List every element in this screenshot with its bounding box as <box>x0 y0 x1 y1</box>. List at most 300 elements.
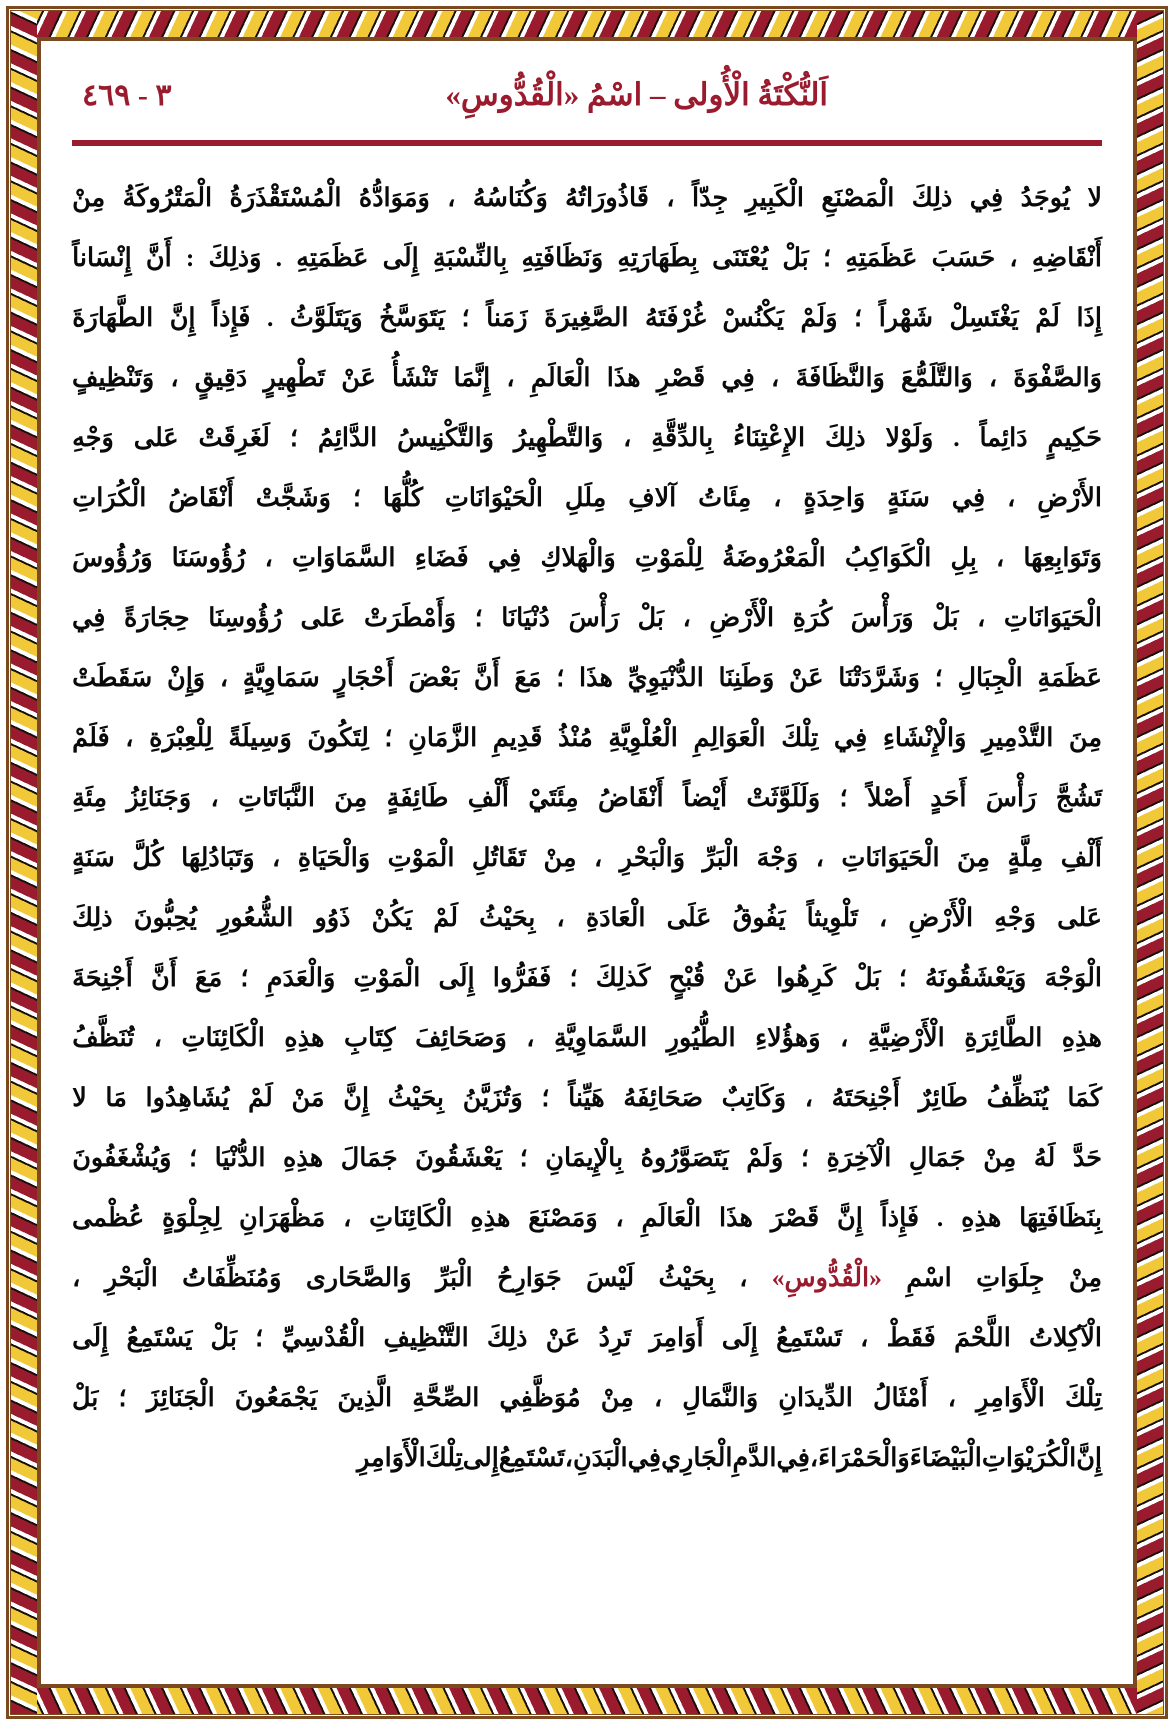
body-word: يَعْشَقُونَ <box>415 1143 503 1172</box>
body-word: عَظَمَتِهِ <box>845 243 918 272</box>
body-word: وَنَظَافَتِهِ <box>521 243 604 272</box>
body-word: أَحْجَارٍ <box>334 663 394 692</box>
body-word: ، <box>988 363 998 392</box>
body-word: الصِّحَّةِ <box>412 1383 480 1412</box>
body-word: بِحَيْثُ <box>658 1263 715 1292</box>
body-word: هذِهِ <box>1061 1023 1102 1052</box>
body-word: قُبْحٍ <box>668 963 706 992</box>
body-word: فِي <box>833 723 868 752</box>
body-word: وَالتَّكْنِيسُ <box>397 423 495 452</box>
body-word: وَالتَّطْهِيرُ <box>513 423 604 452</box>
body-word: وَمَوَادُّهُ <box>358 183 430 212</box>
body-word: وَتَنْظِيفٍ <box>72 363 155 392</box>
body-word: إِنَّ <box>169 303 196 332</box>
body-word: مِنَ <box>1068 723 1102 752</box>
body-word: الْكَائِنَاتِ <box>369 1203 453 1232</box>
ornament-braid-top <box>11 11 1163 37</box>
body-word: الْآكِلاتُ <box>1029 1323 1102 1352</box>
body-word: مِلَّةٍ <box>1007 843 1044 872</box>
body-word: ؛ <box>934 663 943 692</box>
body-word: ، <box>593 843 603 872</box>
body-word: ؛ <box>255 1323 264 1352</box>
body-word: لِلْعِبْرَةِ <box>149 723 213 752</box>
body-word: كُلُّهَا <box>382 483 423 512</box>
body-word: كَمَا <box>1067 1083 1102 1112</box>
body-word: مِئَةِ <box>72 783 108 812</box>
body-word: إِنْسَاناً <box>72 243 132 272</box>
body-word: ذَوُو <box>314 903 351 932</box>
body-word: زَمَناً <box>486 303 528 332</box>
body-word: وَرَأْسَ <box>850 603 914 632</box>
body-line <box>72 348 1102 408</box>
body-word: هذَا <box>606 363 641 392</box>
body-word: وَتُزَيَّنُ <box>462 1083 523 1112</box>
body-word: الْأَرْضِ <box>908 903 974 932</box>
body-word: أَحَدٍ <box>930 783 967 812</box>
body-word: وَيُشْغَفُونَ <box>72 1143 172 1172</box>
body-word: تَقَاتُلِ <box>471 843 527 872</box>
body-line <box>72 1248 1102 1308</box>
body-word: الْبَيْضَاءَ <box>909 1443 982 1472</box>
body-word: قَدِيمِ <box>492 723 543 752</box>
body-word: ، <box>1007 483 1016 512</box>
body-word: مَا <box>105 1083 127 1112</box>
body-word: الْعَوَالِمِ <box>693 723 766 752</box>
body-word: إِنَّ <box>1076 1443 1102 1472</box>
body-word: وَلَمْ <box>800 303 838 332</box>
body-word: هذِهِ <box>470 1203 511 1232</box>
body-word: يَسْتَمِعُ <box>126 1323 193 1352</box>
body-word: ، <box>815 843 824 872</box>
body-word: آلافِ <box>628 483 677 512</box>
page-title: اَلنُّكْتَةُ الْأُولى – اسْمُ «الْقُدُّوسِ» <box>445 77 829 112</box>
page-number: ٣ - ٤٦٩ <box>82 79 172 112</box>
body-line <box>72 888 1102 948</box>
body-word: ، <box>879 903 888 932</box>
body-word: ؛ <box>118 1383 127 1412</box>
body-word: ، <box>977 603 986 632</box>
body-word: الْحَيَوَانَاتِ <box>1003 603 1102 632</box>
body-word: ؛ <box>474 603 483 632</box>
body-word: لَغَرِقَتْ <box>198 423 270 452</box>
body-word: . <box>953 423 960 452</box>
body-word: أَصْلاً <box>866 783 911 812</box>
body-word: هَيِّناً <box>568 1083 605 1112</box>
body-word: إِنَّ <box>343 1083 370 1112</box>
body-line <box>72 1368 1102 1428</box>
page-header <box>72 68 1102 134</box>
body-word: الْعُلْوِيَّةِ <box>608 723 678 752</box>
body-word: الإِعْتِنَاءُ <box>733 423 806 452</box>
body-word: لا <box>1087 183 1102 212</box>
body-word: بِالنِّسْبَةِ <box>432 243 508 272</box>
body-word: أَلْفِ <box>467 783 509 812</box>
body-word: رُؤُوسِنَا <box>208 603 283 632</box>
body-line <box>72 588 1102 648</box>
body-word: ؛ <box>541 1083 550 1112</box>
body-word: تُنَظَّفُ <box>72 1023 135 1052</box>
body-word: الْحَيْوَانَاتِ <box>444 483 543 512</box>
body-word: وَلَلَوَّثَتْ <box>746 783 821 812</box>
body-word: الدُّنْيَوِيِّ <box>627 663 704 692</box>
body-word: سَنَةٍ <box>887 483 930 512</box>
body-word: وَالصَّحَارى <box>305 1263 412 1292</box>
body-word: ، <box>840 1023 849 1052</box>
body-word: لِلْمَوْتِ <box>634 543 703 572</box>
body-word: إِذَا <box>1076 303 1102 332</box>
body-word: هذِهِ <box>961 1203 1002 1232</box>
body-word: ، <box>623 423 632 452</box>
body-word: ، <box>72 1263 81 1292</box>
body-word: ، <box>564 1443 573 1472</box>
body-word: سَنَةٍ <box>72 843 115 872</box>
body-word: بَلْ <box>210 1323 237 1352</box>
body-word: يَجْمَعُونَ <box>234 1383 318 1412</box>
body-word: ؛ <box>898 963 907 992</box>
body-word: . <box>275 243 283 272</box>
body-word: فِي <box>776 1443 810 1472</box>
body-word: مَعَ <box>514 663 542 692</box>
body-word: وَمُنَظِّفَاتُ <box>182 1263 282 1292</box>
body-word: قَاذُورَاتُهُ <box>565 183 649 212</box>
body-word: وَالْإِنْشَاءِ <box>882 723 967 752</box>
body-word: لَمْ <box>248 1083 273 1112</box>
body-word: بِحَيْثُ <box>479 903 536 932</box>
body-word: ، <box>739 1263 748 1292</box>
body-word: يُنَظِّفُ <box>986 1083 1049 1112</box>
body-word: تَسْتَمِعُ <box>498 1443 565 1472</box>
body-word: وَطَنِنَا <box>718 663 775 692</box>
body-word: تَسْتَمِعُ <box>776 1323 842 1352</box>
body-word: ، <box>264 543 273 572</box>
body-word: وَرُؤُوسَ <box>72 543 153 572</box>
body-word: السَّمَاوِيَّةِ <box>553 1023 648 1052</box>
body-word: بَلْ <box>72 1383 99 1412</box>
body-word: مِنْ <box>72 183 106 212</box>
body-word: أَمْثَالُ <box>872 1383 928 1412</box>
body-line <box>72 828 1102 888</box>
body-word: مِئَاتُ <box>698 483 752 512</box>
body-word: يُعْتَنَى <box>712 243 769 272</box>
body-word: عَلى <box>133 423 179 452</box>
body-word: وَالنَّمَالِ <box>682 1383 759 1412</box>
body-word: وَاحِدَةٍ <box>803 483 866 512</box>
body-word: الْبَرِّ <box>435 1263 473 1292</box>
body-word: لَهُ <box>1033 1143 1056 1172</box>
body-word: مَظْهَرَانِ <box>239 1203 326 1232</box>
body-word: ، <box>526 1023 535 1052</box>
body-line <box>72 228 1102 288</box>
body-word: الْأَوَامِرِ <box>976 1383 1045 1412</box>
body-word: ؛ <box>569 963 578 992</box>
body-word: الدُّنْيَا <box>214 1143 266 1172</box>
body-word: ؛ <box>461 303 470 332</box>
body-word: . <box>936 1203 944 1232</box>
body-word: الْعَالَمِ <box>530 363 591 392</box>
body-word: ؛ <box>822 243 832 272</box>
page-content <box>46 46 1128 1679</box>
body-word: تِلْكَ <box>425 1443 463 1472</box>
body-word: ، <box>666 183 675 212</box>
body-line <box>72 1068 1102 1128</box>
body-word: جَمَالِ <box>908 1143 966 1172</box>
body-word: هذَا <box>579 663 613 692</box>
body-word: إِلى <box>462 1443 499 1472</box>
body-word: حِجَارَةً <box>124 603 190 632</box>
body-word: وَكُنَاسُهُ <box>472 183 548 212</box>
body-word: وَالْحَيَاةِ <box>297 843 371 872</box>
body-word: ، <box>210 783 219 812</box>
body-word: وَجَنَائِزُ <box>126 783 192 812</box>
body-word: بِطَهَارَتِهِ <box>617 243 698 272</box>
body-word: وَمَصْنَعَ <box>528 1203 598 1232</box>
body-word: مَعَ <box>195 963 223 992</box>
body-word: يَكُنْ <box>371 903 413 932</box>
body-word: مُوَظَّفِي <box>499 1383 581 1412</box>
body-word: ؛ <box>854 303 863 332</box>
body-line <box>72 528 1102 588</box>
body-line <box>72 1188 1102 1248</box>
body-word: أَلْفِ <box>1060 843 1102 872</box>
body-word: بِلِ <box>950 543 977 572</box>
body-word: الْكَوَاكِبُ <box>844 543 932 572</box>
body-word: ذلِكَ <box>486 1323 528 1352</box>
body-word: وَجْهِ <box>994 903 1036 932</box>
body-word: ذلِكَ <box>824 423 866 452</box>
body-word: أَنَّ <box>151 963 177 992</box>
body-line <box>72 1128 1102 1188</box>
body-word: ؛ <box>519 1143 528 1172</box>
body-word: فَإِذاً <box>212 303 251 332</box>
body-word: عَلى <box>1057 903 1102 932</box>
body-word: رَأْسَ <box>568 603 620 632</box>
body-word: الْأَرْضِ <box>709 603 775 632</box>
body-word: يَكْنُسْ <box>722 303 784 332</box>
body-word: الأَرْضِ <box>1037 483 1102 512</box>
body-word: الْكَائِنَاتِ <box>181 1023 265 1052</box>
body-word: ، <box>860 1323 869 1352</box>
body-word: فِي <box>721 363 755 392</box>
body-word: إِلَى <box>72 1323 109 1352</box>
body-word: كَذلِكَ <box>595 963 651 992</box>
body-word: ، <box>1009 243 1018 272</box>
body-word: لَيْسَ <box>586 1263 635 1292</box>
body-word: التَّدْمِيرِ <box>981 723 1054 752</box>
body-word: عَلَى <box>666 903 712 932</box>
body-word: فَضَاءِ <box>414 543 469 572</box>
body-word: الْأَوَامِرِ <box>356 1443 426 1472</box>
body-line <box>72 648 1102 708</box>
body-word: ؛ <box>556 663 565 692</box>
body-word: وَالنَّظَافَةَ <box>795 363 885 392</box>
body-word: شَهْراً <box>878 303 933 332</box>
body-word: الْمَوْتِ <box>353 963 421 992</box>
body-word: حَدَّ <box>1072 1143 1102 1172</box>
body-word: وَشَرَّدَتْنَا <box>838 663 920 692</box>
body-word: بَلْ <box>854 963 881 992</box>
body-word: ؛ <box>352 483 361 512</box>
body-word: قَصْرِ <box>656 363 706 392</box>
body-line <box>72 708 1102 768</box>
body-word: الْحَيَوَانَاتِ <box>841 843 940 872</box>
body-word: أَيْضاً <box>682 783 728 812</box>
body-word: حَسَبَ <box>931 243 996 272</box>
body-word: وَجْهَ <box>756 843 799 872</box>
body-word: الشُّعُورِ <box>218 903 294 932</box>
body-word: وَلَوْلا <box>885 423 934 452</box>
body-word: الْكُرَيْوَاتِ <box>981 1443 1077 1472</box>
body-word: جَوَارِحُ <box>496 1263 562 1292</box>
body-word: ، <box>556 903 565 932</box>
body-word: إِلَى <box>721 1323 758 1352</box>
body-word: الْكَبِيرِ <box>745 183 805 212</box>
ornament-braid-bottom <box>11 1688 1163 1714</box>
header-divider-rule <box>72 140 1102 146</box>
body-word: وَيَتَلَوَّثُ <box>289 303 363 332</box>
highlighted-divine-name: «الْقُدُّوسِ» <box>771 1263 882 1292</box>
body-word: الدِّيدَانِ <box>778 1383 853 1412</box>
body-word: إِلَى <box>438 963 475 992</box>
body-word: فِي <box>72 603 106 632</box>
body-word: ؛ <box>240 963 249 992</box>
body-word: تِلْكَ <box>1064 1383 1102 1412</box>
body-word: فَفَرُّوا <box>492 963 552 992</box>
body-word: ، <box>682 603 691 632</box>
body-word: يَتَصَوَّرُوهُ <box>640 1143 729 1172</box>
body-word: بِنَظَافَتِهَا <box>1019 1203 1102 1232</box>
body-word: عَنْ <box>788 663 824 692</box>
body-word: ، <box>996 543 1005 572</box>
body-word: دَقِيقٍ <box>194 363 248 392</box>
body-word: مِنْ <box>543 843 577 872</box>
body-word: الْبَحْرِ <box>104 1263 158 1292</box>
body-word: وَإِنْ <box>166 663 206 692</box>
body-line <box>72 1008 1102 1068</box>
body-word: مِنَ <box>334 783 368 812</box>
body-word: وَكَاتِبٌ <box>721 1083 787 1112</box>
body-word: الْبَرِّ <box>702 843 740 872</box>
body-word: ، <box>447 183 456 212</box>
body-word: أَجْنِحَتَهُ <box>831 1083 900 1112</box>
body-word: وَالْعَدَمِ <box>266 963 336 992</box>
body-word: الْأَرْضِيَّةِ <box>867 1023 945 1052</box>
body-line <box>72 468 1102 528</box>
body-word: عُظْمى <box>72 1203 145 1232</box>
body-line <box>72 1308 1102 1368</box>
body-word: مِلَلِ <box>564 483 607 512</box>
body-word: الْمَتْرُوكَةُ <box>122 183 213 212</box>
body-word: فِي <box>487 543 522 572</box>
body-word: عَظَمَتِهِ <box>296 243 369 272</box>
body-word: مِئَتَيْ <box>528 783 579 812</box>
body-word: أَنْقَاضُ <box>168 483 234 512</box>
body-word: هذِهِ <box>284 1023 325 1052</box>
body-word: مِنْ <box>1068 1263 1102 1292</box>
body-word: مَنْ <box>291 1083 325 1112</box>
body-word: تَطْهِيرٍ <box>263 363 326 392</box>
body-word: يُوجَدُ <box>1020 183 1071 212</box>
body-word: عَنْ <box>723 963 758 992</box>
body-word: وَلَمْ <box>746 1143 784 1172</box>
body-word: فِي <box>627 1443 662 1472</box>
body-word: جَمَالَ <box>340 1143 398 1172</box>
body-word: أَنْقَاضِهِ <box>1031 243 1102 272</box>
body-word: بِحَيْثُ <box>387 1083 445 1112</box>
body-word: الطُّيُورِ <box>666 1023 736 1052</box>
body-word: الصَّغِيرَةَ <box>544 303 629 332</box>
body-word: طَائِفَةٍ <box>386 783 449 812</box>
body-word: بَعْضَ <box>408 663 460 692</box>
body-word: تَرِدُ <box>598 1323 632 1352</box>
body-word: طَائِرٌ <box>918 1083 968 1112</box>
body-word: ؛ <box>189 1143 198 1172</box>
body-word: أَوَامِرَ <box>649 1323 704 1352</box>
body-word: بَلْ <box>637 603 665 632</box>
body-word: فِي <box>969 183 1004 212</box>
body-word: وَشَجَّتْ <box>255 483 331 512</box>
body-word: ذلِكَ <box>911 183 953 212</box>
body-word: ، <box>773 483 782 512</box>
body-word: ، <box>219 663 229 692</box>
body-word: اللَّحْمَ <box>954 1323 1011 1352</box>
body-word: يَتَوَسَّخُ <box>379 303 445 332</box>
body-word: بَلْ <box>932 603 959 632</box>
body-word: وَأَمْطَرَتْ <box>364 603 457 632</box>
body-word: عَلى <box>300 603 346 632</box>
body-word: تَنْشَأُ <box>392 363 438 392</box>
body-word: إِنَّ <box>837 1203 863 1232</box>
body-line <box>72 768 1102 828</box>
body-word: وَتَوَابِعِهَا <box>1023 543 1102 572</box>
body-word: الْقُدْسِيِّ <box>281 1323 366 1352</box>
body-word: ، <box>170 363 179 392</box>
body-word: وَصَحَائِفَ <box>415 1023 507 1052</box>
body-word: ، <box>125 723 134 752</box>
body-word: ، <box>506 363 515 392</box>
body-word: أَنْقَاضُ <box>597 783 664 812</box>
body-word: التَّنْظِيفِ <box>383 1323 469 1352</box>
body-word: جِدّاً <box>691 183 729 212</box>
body-word: تَلْوِيثاً <box>806 903 858 932</box>
body-word: وَذلِكَ <box>208 243 262 272</box>
body-word: الْجَنَائِزَ <box>146 1383 215 1412</box>
body-word: الْعَالَمِ <box>641 1203 702 1232</box>
body-word: : <box>185 243 195 272</box>
body-word: ؛ <box>384 723 393 752</box>
body-word: ذلِكَ <box>72 903 113 932</box>
body-word: ، <box>809 1443 819 1472</box>
body-word: الدَّائِمُ <box>317 423 378 452</box>
body-word: وَهؤُلاءِ <box>755 1023 821 1052</box>
body-word: هذِهِ <box>283 1143 324 1172</box>
body-word: الطَّائِرَةِ <box>964 1023 1043 1052</box>
ornament-braid-left <box>11 11 37 1714</box>
body-word: أَنَّ <box>473 663 500 692</box>
body-word: تَشُجَّ <box>1055 783 1102 812</box>
body-word: دُنْيَانَا <box>501 603 551 632</box>
body-word: يَفُوقُ <box>732 903 786 932</box>
body-word: الْكُرَاتِ <box>72 483 147 512</box>
body-word: الَّذِينَ <box>337 1383 393 1412</box>
body-line <box>72 948 1102 1008</box>
body-word: السَّمَاوَاتِ <box>292 543 396 572</box>
body-word: وَالْبَحْرِ <box>619 843 686 872</box>
body-word: مُنْذُ <box>558 723 593 752</box>
body-word: ، <box>272 843 281 872</box>
body-word: الْمَصْنَعِ <box>821 183 895 212</box>
body-word: جِلَوَاتِ <box>976 1263 1045 1292</box>
body-word: لِتَكُونَ <box>307 723 369 752</box>
